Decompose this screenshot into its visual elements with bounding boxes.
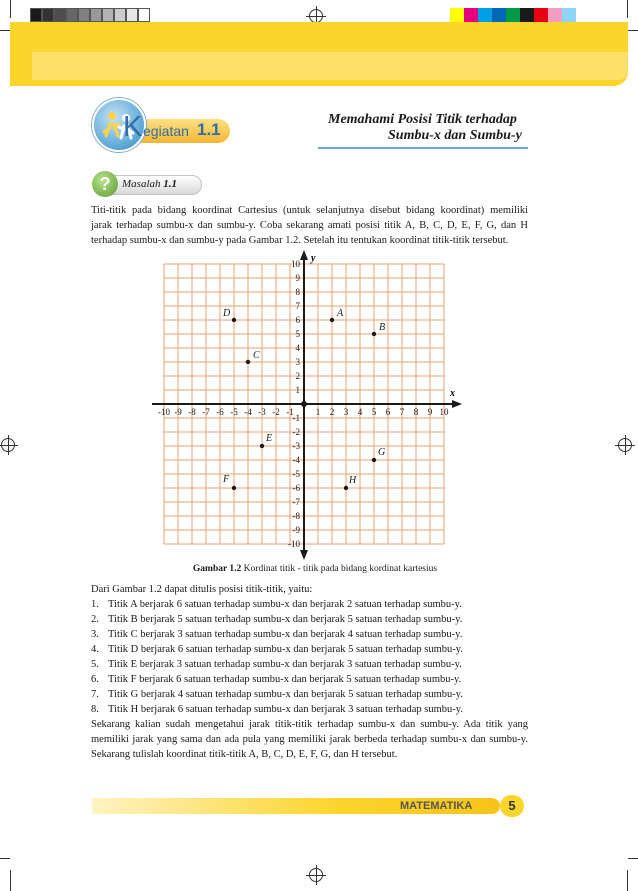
y-tick-label: -5 [292,469,300,479]
point-label-g: G [378,447,386,458]
y-tick-label: 1 [295,385,300,395]
y-tick-label: 8 [295,287,300,297]
page-title-line2: Sumbu-x dan Sumbu-y [388,128,522,143]
x-tick-label: -3 [258,407,266,417]
x-tick-label: -1 [286,407,294,417]
caption-text: Kordinat titik - titik pada bidang kordinat kartesius [241,564,438,574]
closing-line: Sekarang kalian sudah mengetahui jarak titik-titik terhadap sumbu-x dan sumbu-y. Ada titik yang [91,719,528,730]
point-a [330,318,334,322]
y-axis-arrow-icon [300,250,308,260]
y-tick-label: 2 [295,371,300,381]
point-label-c: C [253,350,260,361]
y-tick-label: -2 [292,427,300,437]
x-tick-label: 9 [427,407,433,417]
x-tick-label: 8 [413,407,419,417]
masalah-word: Masalah [122,178,161,190]
x-tick-label: -7 [202,407,210,417]
list-item-number: 1. [91,599,99,610]
x-tick-label: 3 [343,407,349,417]
point-f [232,486,236,490]
y-tick-label: -1 [292,413,300,423]
y-tick-label: -6 [292,483,300,493]
y-tick-label: -3 [292,441,300,451]
point-b [372,332,376,336]
caption-label: Gambar 1.2 [192,564,242,574]
footer-subject: MATEMATIKA [400,800,473,812]
y-tick-label: -9 [292,525,300,535]
list-item-text: Titik H berjarak 6 satuan terhadap sumbu-x dan berjarak 3 satuan terhadap sumbu-y. [108,704,463,715]
point-d [232,318,236,322]
y-tick-label: 5 [295,329,300,339]
point-c [246,360,250,364]
list-item-text: Titik G berjarak 4 satuan terhadap sumbu-x dan berjarak 5 satuan terhadap sumbu-y. [108,689,463,700]
point-label-f: F [223,474,230,485]
masalah-number: 1.1 [163,178,177,190]
y-axis-arrow-down-icon [300,550,308,560]
list-item [91,702,531,717]
x-tick-label: -2 [272,407,280,417]
point-h [344,486,348,490]
y-tick-label: 9 [295,273,300,283]
list-item [91,687,531,702]
list-item [91,612,531,627]
list-item [91,672,531,687]
list-intro: Dari Gambar 1.2 dapat ditulis posisi titik-titik, yaitu: [91,584,313,595]
y-tick-label: -4 [292,455,300,465]
question-icon: ? [92,171,118,197]
x-tick-label: 6 [385,407,391,417]
x-axis-arrow-icon [452,400,462,408]
point-label-d: D [223,308,231,319]
closing-line: Sekarang tulislah koordinat titik-titik A, B, C, D, E, F, G, dan H tersebut. [91,749,398,760]
closing-line: memiliki jarak yang sama dan ada pula yang memiliki jarak berbeda terhadap sumbu-x dan sumbu-y. [91,734,528,745]
y-tick-label: 4 [295,343,300,353]
list-item [91,597,531,612]
list-item-text: Titik D berjarak 6 satuan terhadap sumbu-x dan berjarak 5 satuan terhadap sumbu-y. [108,644,463,655]
x-tick-label: 1 [315,407,321,417]
x-tick-label: -9 [174,407,182,417]
list-item-text: Titik E berjarak 3 satuan terhadap sumbu-x dan berjarak 3 satuan terhadap sumbu-y. [108,659,462,670]
list-item-text: Titik C berjarak 3 satuan terhadap sumbu-x dan berjarak 4 satuan terhadap sumbu-y. [108,629,463,640]
list-item-number: 4. [91,644,99,655]
point-label-b: B [379,322,386,333]
point-label-e: E [266,433,273,444]
y-tick-label: -8 [292,511,300,521]
x-tick-label: -6 [216,407,224,417]
y-tick-label: 3 [295,357,300,367]
kegiatan-k: K [123,111,143,143]
point-g [372,458,376,462]
y-tick-label: 6 [295,315,300,325]
point-label-a: A [337,308,344,319]
list-item-number: 8. [91,704,99,715]
list-item [91,627,531,642]
point-label-h: H [349,475,357,486]
y-axis-label: y [311,253,316,264]
origin-point [301,401,307,407]
figure-caption [91,565,539,575]
point-e [260,444,264,448]
x-tick-label: 4 [357,407,363,417]
list-item-number: 7. [91,689,99,700]
x-tick-label: -4 [244,407,252,417]
intro-line: jarak terhadap sumbu-x dan sumbu-y. Coba sekarang amati posisi titik A, B, C, D, E, F, G, dan H [91,220,528,231]
kegiatan-number: 1.1 [197,120,221,139]
x-tick-label: -8 [188,407,196,417]
y-tick-label: -7 [292,497,300,507]
list-item-text: Titik F berjarak 6 satuan terhadap sumbu-x dan berjarak 5 satuan terhadap sumbu-y. [108,674,462,685]
list-item-text: Titik B berjarak 5 satuan terhadap sumbu-x dan berjarak 5 satuan terhadap sumbu-y. [108,614,463,625]
x-tick-label: 10 [439,407,449,417]
x-tick-label: -5 [230,407,238,417]
page-title-line1: Memahami Posisi Titik terhadap [328,112,517,127]
list-item-number: 6. [91,674,99,685]
kegiatan-word: egiatan [143,123,189,139]
list-item-text: Titik A berjarak 6 satuan terhadap sumbu-x dan berjarak 2 satuan terhadap sumbu-y. [108,599,462,610]
intro-line: Titi-titik pada bidang koordinat Cartesius (untuk selanjutnya disebut bidang koordinat) memiliki [91,205,528,216]
list-item [91,657,531,672]
list-item-number: 5. [91,659,99,670]
list-item-number: 2. [91,614,99,625]
y-tick-label: 10 [291,259,300,269]
x-tick-label: -10 [158,407,170,417]
intro-line: terhadap sumbu-x dan sumbu-y pada Gambar 1.2. Setelah itu tentukan koordinat titik-titik tersebut. [91,235,509,246]
x-axis-label: x [450,388,455,399]
x-tick-label: 7 [399,407,405,417]
x-tick-label: 2 [329,407,335,417]
x-tick-label: 5 [371,407,377,417]
list-item [91,642,531,657]
y-tick-label: -10 [288,539,300,549]
list-item-number: 3. [91,629,99,640]
page-number: 5 [500,795,524,817]
closing-paragraph [91,717,528,762]
point-distance-list [91,597,531,717]
y-tick-label: 7 [295,301,300,311]
